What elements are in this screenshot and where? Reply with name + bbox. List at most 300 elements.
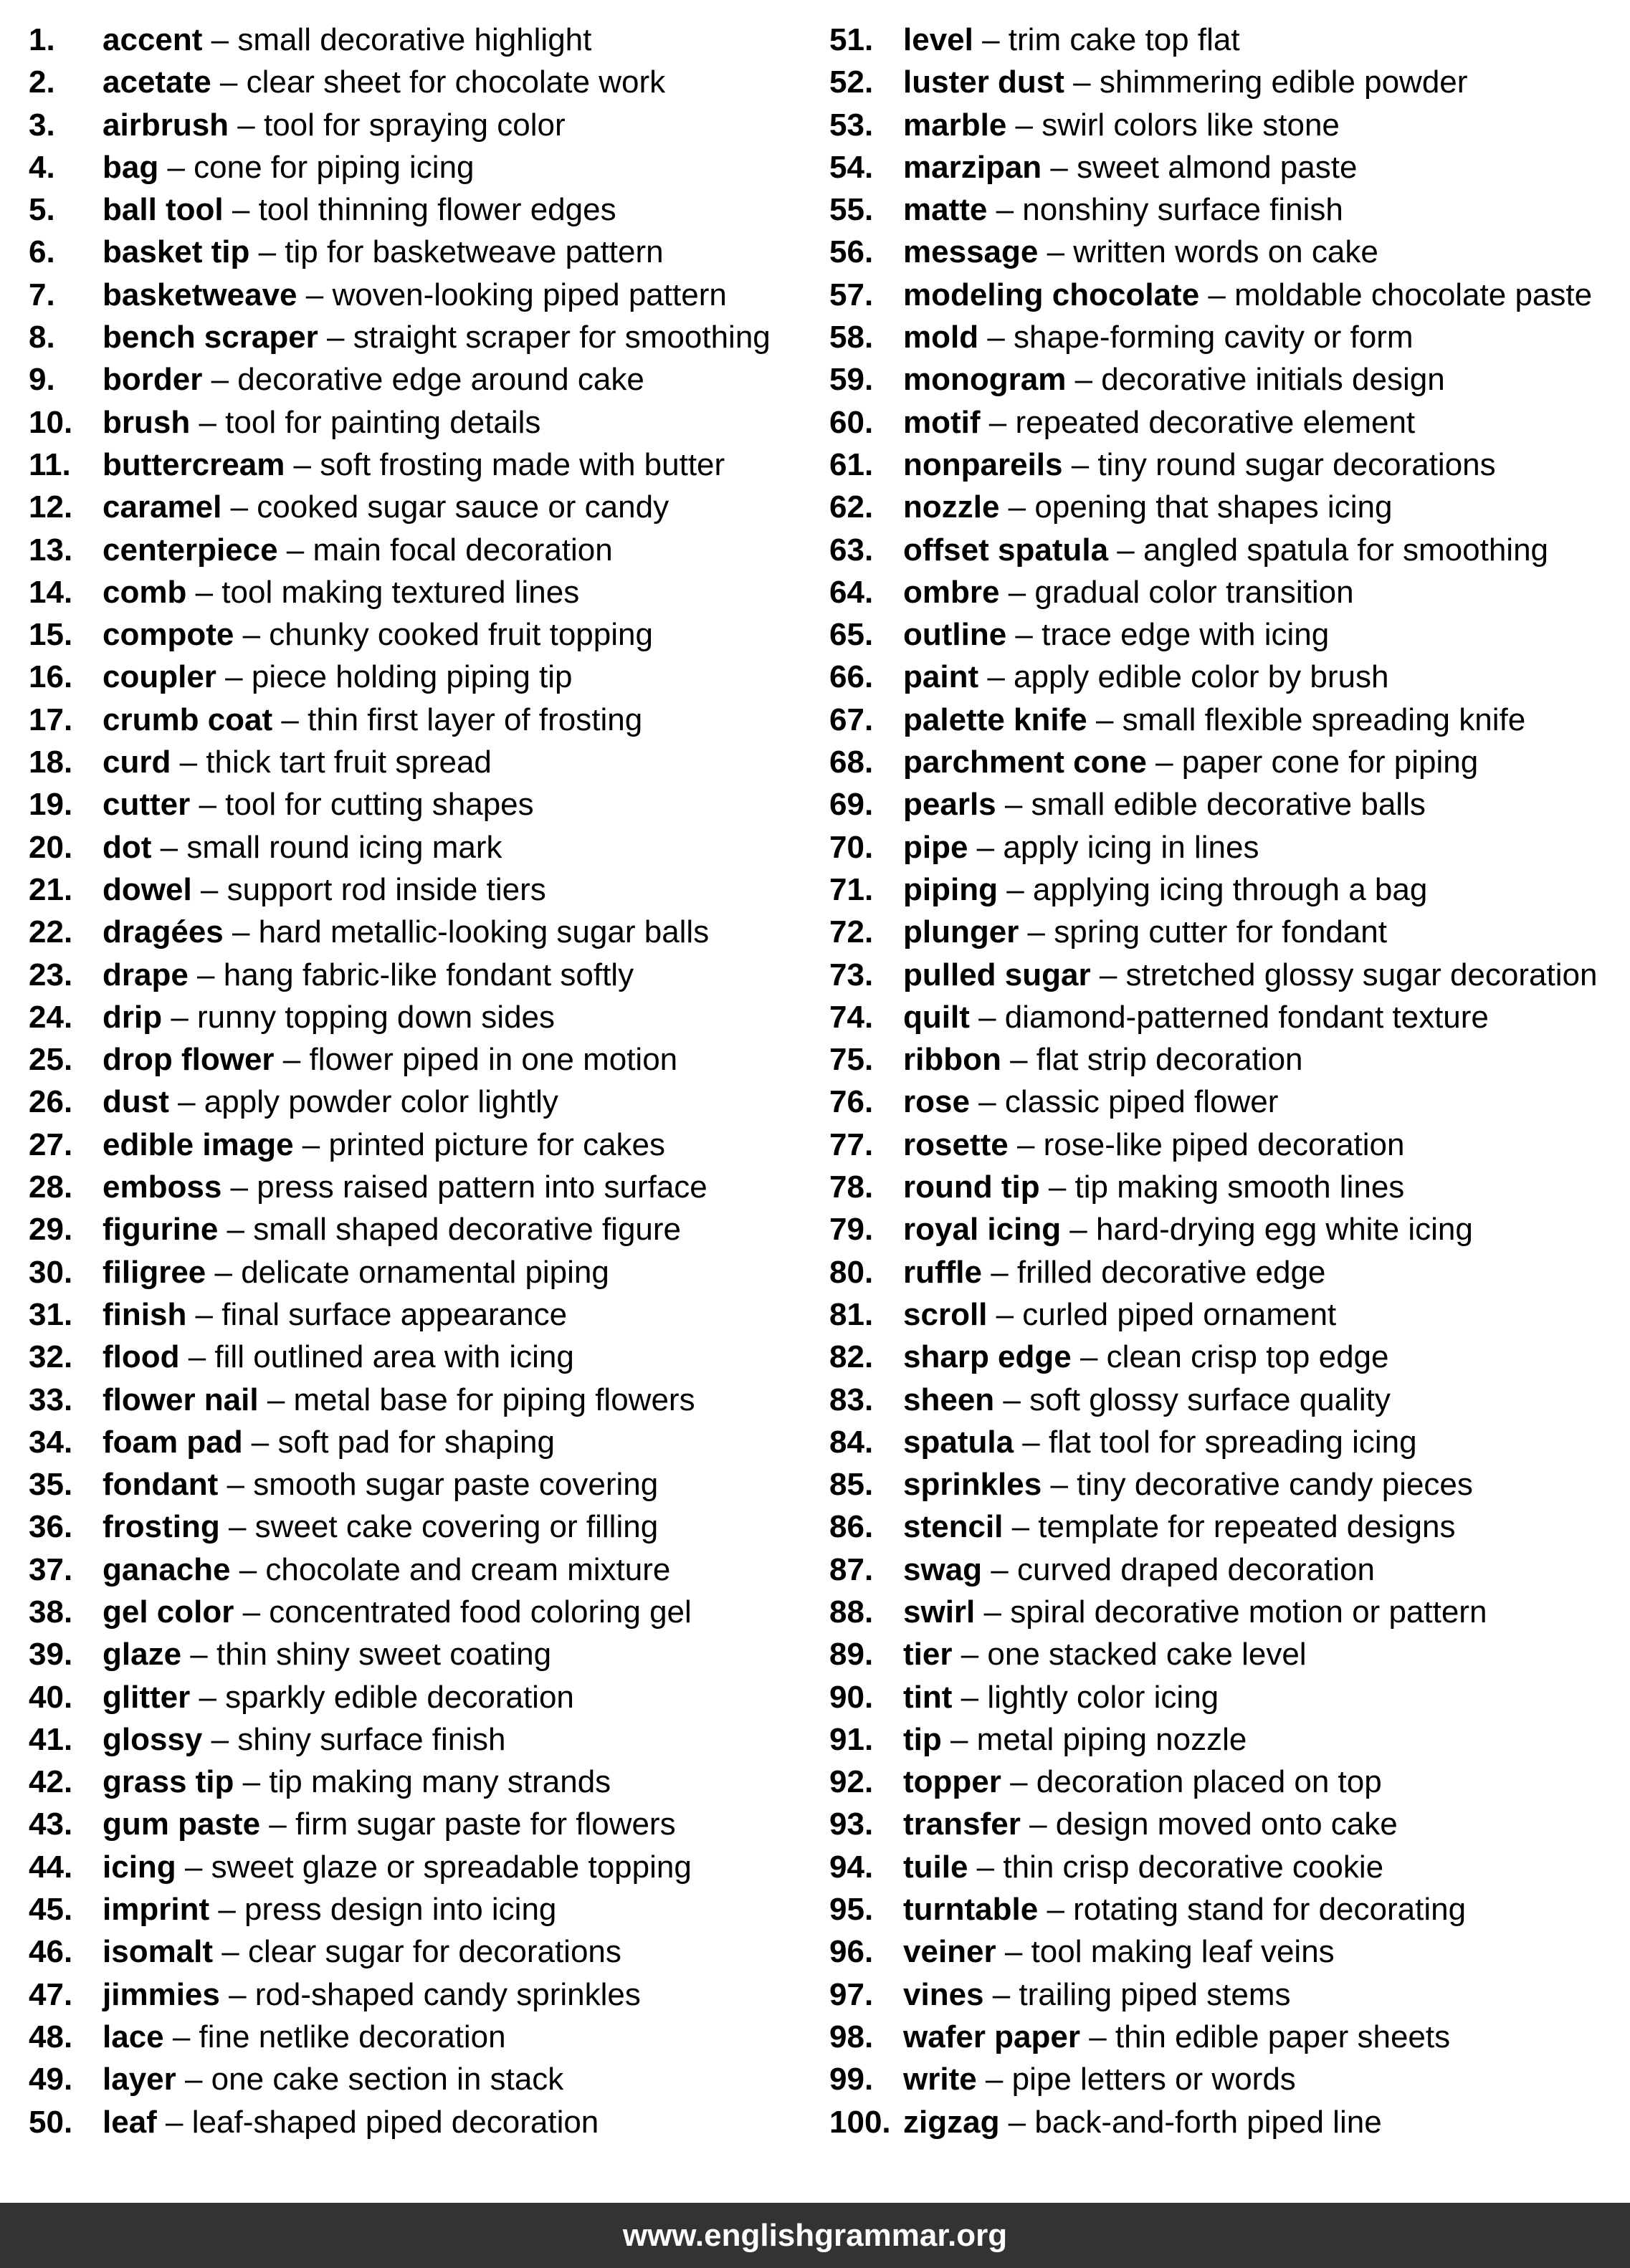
item-number: 21. [29,871,73,907]
list-item [829,1421,1630,1463]
item-term: figurine [103,1212,219,1248]
item-text [903,104,1340,146]
item-term: drop flower [103,1042,275,1078]
item-definition: – fine netlike decoration [163,2019,506,2054]
list-item [829,2016,1630,2058]
list-item [29,358,829,401]
list-item [829,1930,1630,1973]
item-number: 75. [829,1042,874,1078]
list-item [29,1888,829,1930]
item-text [903,1293,1336,1336]
item-term: comb [103,574,187,610]
list-item [829,996,1630,1038]
item-number: 67. [829,702,874,737]
item-text [903,188,1343,231]
list-item [829,1208,1630,1250]
item-term: tip [903,1721,942,1757]
item-text [103,1591,692,1633]
item-term: zigzag [903,2104,1000,2140]
item-number: 64. [829,574,874,610]
item-text [103,954,634,996]
item-term: write [903,2062,977,2097]
list-item [29,316,829,358]
item-definition: – pipe letters or words [976,2062,1296,2097]
item-definition: – rod-shaped candy sprinkles [219,1976,641,2012]
item-term: flower nail [103,1382,259,1417]
item-number: 19. [29,787,73,823]
list-item [829,2101,1630,2143]
item-term: ganache [103,1551,231,1587]
item-term: filigree [103,1254,206,1290]
list-item [829,869,1630,911]
item-number: 88. [829,1594,874,1630]
item-text [903,529,1548,571]
item-term: glaze [103,1637,182,1673]
item-text [103,1973,641,2016]
item-text [903,699,1525,741]
item-term: airbrush [103,107,229,143]
item-definition: – support rod inside tiers [191,871,546,907]
item-definition: – trim cake top flat [973,22,1240,57]
list-item [829,741,1630,783]
list-item [829,146,1630,188]
item-text [103,1506,658,1548]
item-number: 61. [829,446,874,482]
item-number: 85. [829,1467,874,1503]
list-item [29,2101,829,2143]
list-item [29,571,829,613]
item-text [903,954,1597,996]
item-term: ball tool [103,192,224,228]
list-item [29,1336,829,1378]
item-definition: – small edible decorative balls [996,787,1426,823]
item-definition: – tool for cutting shapes [190,787,534,823]
item-term: leaf [103,2104,157,2140]
item-number: 99. [829,2062,874,2097]
item-number: 2. [29,64,55,100]
item-term: mold [903,320,979,355]
list-item [29,19,829,61]
item-definition: – rose-like piped decoration [1008,1126,1405,1162]
item-text [103,274,727,316]
item-number: 18. [29,745,73,780]
item-definition: – moldable chocolate paste [1199,277,1593,312]
item-text [103,2101,599,2143]
item-number: 5. [29,192,55,228]
item-text [103,358,644,401]
item-text [903,613,1329,656]
item-term: marble [903,107,1007,143]
item-definition: – spiral decorative motion or pattern [975,1594,1487,1630]
list-item [29,401,829,444]
list-item [29,613,829,656]
item-text [103,2016,506,2058]
item-number: 1. [29,22,55,57]
item-term: gel color [103,1594,234,1630]
item-text [903,401,1415,444]
item-number: 70. [829,829,874,865]
list-item [29,1293,829,1336]
item-term: quilt [903,999,970,1035]
list-item [29,1846,829,1888]
item-number: 89. [829,1637,874,1673]
list-item [29,741,829,783]
item-text [903,1506,1455,1548]
item-number: 37. [29,1551,73,1587]
list-item [829,1081,1630,1123]
item-number: 98. [829,2019,874,2054]
item-definition: – shimmering edible powder [1064,64,1468,100]
item-text [903,1379,1391,1421]
item-definition: – straight scraper for smoothing [318,320,771,355]
item-text [903,826,1259,869]
item-number: 33. [29,1382,73,1417]
list-item [829,61,1630,103]
item-term: compote [103,617,234,653]
item-text [103,188,616,231]
item-number: 7. [29,277,55,312]
item-text [103,19,591,61]
item-term: dowel [103,871,192,907]
list-item [829,1038,1630,1081]
item-definition: – decoration placed on top [1001,1764,1382,1800]
item-text [103,869,546,911]
item-definition: – one cake section in stack [176,2062,564,2097]
item-term: grass tip [103,1764,234,1800]
item-term: centerpiece [103,532,278,568]
item-term: plunger [903,914,1019,950]
item-text [903,1591,1487,1633]
list-item [829,656,1630,698]
item-definition: – firm sugar paste for flowers [260,1807,676,1842]
item-definition: – flower piped in one motion [274,1042,678,1078]
item-term: basket tip [103,234,250,270]
item-definition: – back-and-forth piped line [999,2104,1382,2140]
item-number: 86. [829,1509,874,1545]
item-number: 42. [29,1764,73,1800]
item-text [903,1421,1417,1463]
item-text [903,1803,1398,1845]
item-text [103,826,502,869]
item-term: pipe [903,829,968,865]
item-term: emboss [103,1169,222,1205]
item-text [903,1973,1291,2016]
item-text [903,2016,1450,2058]
item-text [903,1208,1473,1250]
list-item [29,996,829,1038]
item-text [103,61,665,103]
item-term: ombre [903,574,1000,610]
list-item [829,1549,1630,1591]
list-item [29,869,829,911]
footer-site-link[interactable]: www.englishgrammar.org [622,2217,1008,2253]
list-item [29,1803,829,1845]
list-item [29,1973,829,2016]
item-number: 48. [29,2019,73,2054]
item-number: 96. [829,1934,874,1970]
item-number: 74. [829,999,874,1035]
list-item [29,104,829,146]
item-term: buttercream [103,446,285,482]
item-number: 11. [29,446,71,482]
item-definition: – shiny surface finish [202,1721,506,1757]
item-number: 100. [829,2104,891,2140]
item-term: caramel [103,489,222,525]
item-term: ribbon [903,1042,1001,1078]
item-text [103,1549,670,1591]
item-term: gum paste [103,1807,261,1842]
item-term: layer [103,2062,176,2097]
item-definition: – gradual color transition [999,574,1354,610]
item-text [903,274,1592,316]
item-definition: – template for repeated designs [1003,1509,1456,1545]
list-item [829,783,1630,826]
item-definition: – metal base for piping flowers [258,1382,695,1417]
item-definition: – sweet cake covering or filling [219,1509,659,1545]
item-definition: – woven-looking piped pattern [297,277,727,312]
item-text [903,444,1496,486]
item-definition: – piece holding piping tip [216,659,573,695]
item-number: 15. [29,617,73,653]
item-number: 55. [829,192,874,228]
item-term: vines [903,1976,984,2012]
item-number: 76. [829,1084,874,1120]
list-item [829,1506,1630,1548]
item-text [903,869,1427,911]
item-definition: – diamond-patterned fondant texture [969,999,1489,1035]
item-text [103,1336,574,1378]
item-number: 77. [829,1126,874,1162]
item-number: 34. [29,1424,73,1460]
list-item [29,1421,829,1463]
item-definition: – sweet glaze or spreadable topping [176,1849,692,1885]
list-item [29,1379,829,1421]
list-item [829,19,1630,61]
item-definition: – thick tart fruit spread [171,745,492,780]
item-definition: – metal piping nozzle [941,1721,1247,1757]
item-definition: – classic piped flower [969,1084,1279,1120]
item-text [903,1930,1335,1973]
item-definition: – thin edible paper sheets [1079,2019,1451,2054]
item-text [103,613,653,656]
list-item [829,1973,1630,2016]
item-number: 32. [29,1339,73,1375]
list-item [29,1124,829,1166]
item-number: 92. [829,1764,874,1800]
item-definition: – tip making smooth lines [1039,1169,1405,1205]
list-item [829,954,1630,996]
list-item [829,1761,1630,1803]
item-text [103,1633,551,1675]
item-text [103,1038,677,1081]
list-item [29,1718,829,1761]
item-definition: – hang fabric-like fondant softly [188,957,634,992]
list-item [29,1208,829,1250]
list-item [829,529,1630,571]
list-item [29,1930,829,1973]
list-item [829,486,1630,528]
item-number: 26. [29,1084,73,1120]
item-term: isomalt [103,1934,214,1970]
item-number: 38. [29,1594,73,1630]
item-number: 28. [29,1169,73,1205]
item-term: bag [103,149,159,185]
item-text [103,104,566,146]
list-item [29,1166,829,1208]
item-text [103,1846,692,1888]
item-number: 58. [829,320,874,355]
item-text [903,1124,1405,1166]
item-number: 51. [829,22,874,57]
item-text [903,996,1489,1038]
item-text [903,486,1392,528]
item-term: luster dust [903,64,1064,100]
item-definition: – printed picture for cakes [293,1126,666,1162]
item-term: sprinkles [903,1467,1042,1503]
item-term: matte [903,192,988,228]
item-text [903,1463,1473,1506]
item-number: 14. [29,574,73,610]
item-text [903,1081,1278,1123]
item-number: 6. [29,234,55,270]
item-term: flood [103,1339,180,1375]
item-text [903,571,1354,613]
item-definition: – apply edible color by brush [978,659,1389,695]
item-text [103,741,492,783]
item-term: message [903,234,1039,270]
item-text [903,1166,1404,1208]
list-item [29,826,829,869]
item-term: ruffle [903,1254,982,1290]
item-term: swirl [903,1594,976,1630]
item-definition: – main focal decoration [277,532,613,568]
item-text [103,444,725,486]
item-number: 52. [829,64,874,100]
item-number: 39. [29,1637,73,1673]
item-number: 36. [29,1509,73,1545]
list-item [829,1379,1630,1421]
item-definition: – hard-drying egg white icing [1061,1212,1473,1248]
item-term: rose [903,1084,970,1120]
item-definition: – final surface appearance [186,1296,568,1332]
list-item [29,2058,829,2100]
item-text [903,146,1357,188]
list-item [29,188,829,231]
item-definition: – flat tool for spreading icing [1014,1424,1417,1460]
item-definition: – tip making many strands [234,1764,611,1800]
item-term: palette knife [903,702,1087,737]
item-definition: – small round icing mark [151,829,502,865]
item-number: 22. [29,914,73,950]
item-term: stencil [903,1509,1004,1545]
item-number: 84. [829,1424,874,1460]
item-number: 49. [29,2062,73,2097]
item-definition: – runny topping down sides [162,999,556,1035]
item-definition: – press design into icing [209,1892,557,1928]
item-definition: – tiny round sugar decorations [1062,446,1496,482]
item-text [903,1038,1303,1081]
item-term: cutter [103,787,191,823]
item-definition: – spring cutter for fondant [1019,914,1387,950]
item-number: 23. [29,957,73,992]
item-text [903,1251,1325,1293]
list-item [829,1633,1630,1675]
list-item [29,2016,829,2058]
item-definition: – apply powder color lightly [168,1084,558,1120]
item-term: frosting [103,1509,220,1545]
list-item [829,2058,1630,2100]
item-term: lace [103,2019,164,2054]
item-definition: – soft frosting made with butter [285,446,725,482]
item-definition: – leaf-shaped piped decoration [156,2104,599,2140]
list-item [829,401,1630,444]
item-term: icing [103,1849,176,1885]
item-number: 73. [829,957,874,992]
list-item [29,444,829,486]
item-text [903,1549,1375,1591]
item-term: turntable [903,1892,1039,1928]
item-term: bench scraper [103,320,318,355]
item-term: monogram [903,362,1067,398]
list-item [29,1591,829,1633]
item-text [103,1930,621,1973]
item-number: 16. [29,659,73,695]
list-item [829,1463,1630,1506]
item-term: tuile [903,1849,968,1885]
item-term: fondant [103,1467,219,1503]
list-item [29,274,829,316]
item-number: 17. [29,702,73,737]
item-number: 35. [29,1467,73,1503]
list-item [29,529,829,571]
item-text [903,783,1426,826]
item-definition: – soft glossy surface quality [994,1382,1391,1417]
item-text [903,741,1478,783]
item-number: 87. [829,1551,874,1587]
list-item [29,1549,829,1591]
item-definition: – lightly color icing [952,1679,1219,1715]
item-term: dragées [103,914,224,950]
item-number: 4. [29,149,55,185]
item-text [103,316,771,358]
item-definition: – tiny decorative candy pieces [1042,1467,1473,1503]
item-definition: – chocolate and cream mixture [230,1551,671,1587]
item-term: marzipan [903,149,1042,185]
list-item [29,1633,829,1675]
list-item [829,1591,1630,1633]
item-definition: – concentrated food coloring gel [234,1594,692,1630]
item-number: 91. [829,1721,874,1757]
item-text [103,1463,658,1506]
item-definition: – sweet almond paste [1042,149,1358,185]
item-text [903,911,1387,953]
term-list-column-right [829,19,1630,2143]
list-item [29,231,829,273]
item-term: jimmies [103,1976,220,2012]
item-definition: – stretched glossy sugar decoration [1090,957,1598,992]
item-number: 59. [829,362,874,398]
item-definition: – decorative edge around cake [202,362,644,398]
item-definition: – cone for piping icing [158,149,475,185]
item-text [903,1888,1466,1930]
item-text [103,1166,707,1208]
list-item [829,1166,1630,1208]
item-definition: – delicate ornamental piping [206,1254,609,1290]
item-term: crumb coat [103,702,273,737]
item-definition: – clean crisp top edge [1071,1339,1389,1375]
list-item [829,1718,1630,1761]
item-number: 79. [829,1212,874,1248]
